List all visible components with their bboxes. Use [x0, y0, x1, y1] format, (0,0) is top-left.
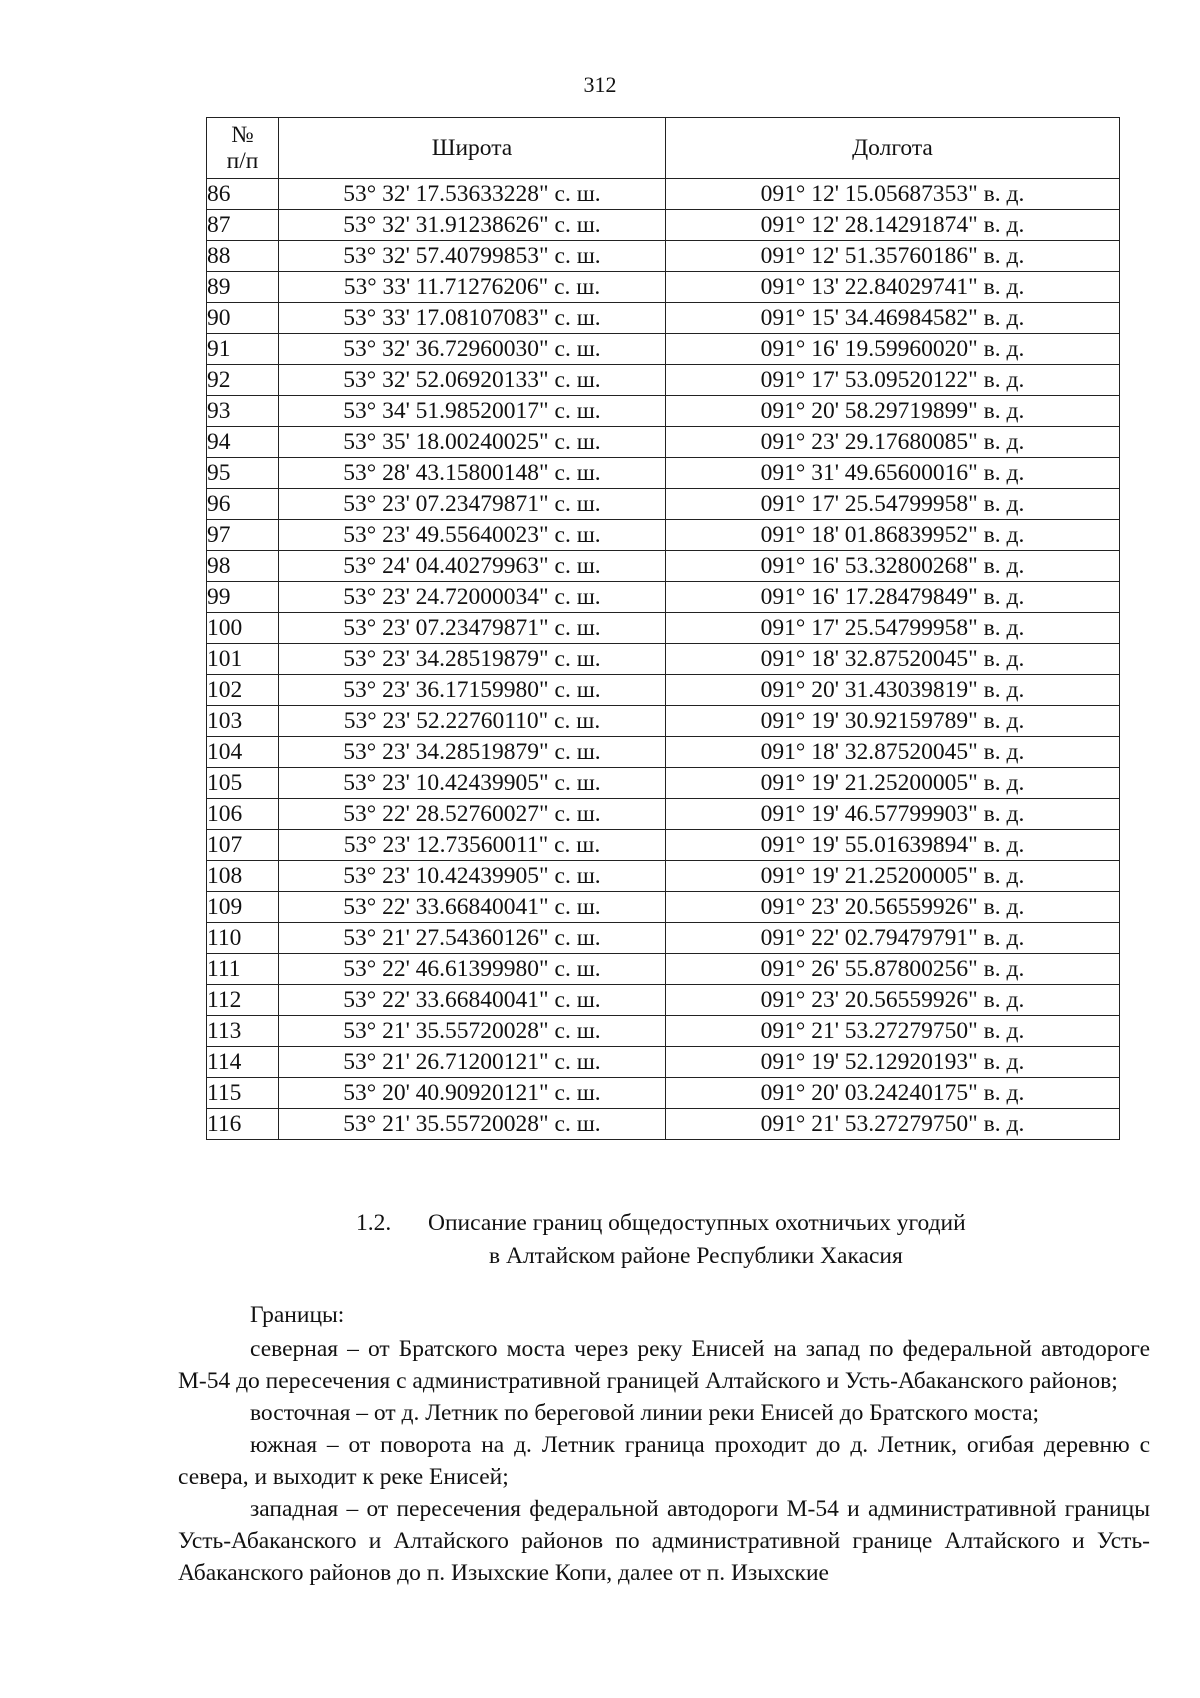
row-longitude: 091° 19' 30.92159789" в. д. — [666, 706, 1120, 737]
row-number: 90 — [207, 303, 279, 334]
row-longitude: 091° 20' 58.29719899" в. д. — [666, 396, 1120, 427]
row-number: 88 — [207, 241, 279, 272]
border-east: восточная – от д. Летник по береговой линии реки Енисей до Братского моста; — [250, 1400, 1040, 1426]
table-row — [207, 272, 1120, 303]
row-latitude: 53° 21' 26.71200121" с. ш. — [279, 1047, 666, 1078]
row-number: 89 — [207, 272, 279, 303]
row-number: 107 — [207, 830, 279, 861]
row-latitude: 53° 23' 07.23479871" с. ш. — [279, 489, 666, 520]
section-title-line2: в Алтайском районе Республики Хакасия — [489, 1243, 903, 1269]
row-latitude: 53° 32' 31.91238626" с. ш. — [279, 210, 666, 241]
row-longitude: 091° 19' 21.25200005" в. д. — [666, 768, 1120, 799]
table-row — [207, 551, 1120, 582]
table-row — [207, 613, 1120, 644]
row-latitude: 53° 23' 36.17159980" с. ш. — [279, 675, 666, 706]
border-south: южная – от поворота на д. Летник граница проходит до д. Летник, огибая деревню с севера, и выходит к реке Енисей; — [178, 1432, 1150, 1490]
row-latitude: 53° 23' 24.72000034" с. ш. — [279, 582, 666, 613]
header-latitude: Широта — [279, 118, 666, 179]
row-number: 104 — [207, 737, 279, 768]
table-row — [207, 737, 1120, 768]
table-row — [207, 1047, 1120, 1078]
table-row — [207, 892, 1120, 923]
header-number — [207, 118, 279, 179]
table-row — [207, 427, 1120, 458]
table-row — [207, 458, 1120, 489]
row-number: 109 — [207, 892, 279, 923]
row-latitude: 53° 23' 10.42439905" с. ш. — [279, 861, 666, 892]
row-number: 100 — [207, 613, 279, 644]
border-north: северная – от Братского моста через реку Енисей на запад по федеральной автодороге М-54 до пересечения с административной границей Алтайского и Усть-Абаканского районов; — [178, 1336, 1150, 1394]
table-row — [207, 706, 1120, 737]
table-row — [207, 830, 1120, 861]
row-longitude: 091° 22' 02.79479791" в. д. — [666, 923, 1120, 954]
row-longitude: 091° 16' 53.32800268" в. д. — [666, 551, 1120, 582]
row-longitude: 091° 12' 15.05687353" в. д. — [666, 179, 1120, 210]
row-longitude: 091° 20' 31.43039819" в. д. — [666, 675, 1120, 706]
table-row — [207, 210, 1120, 241]
row-number: 115 — [207, 1078, 279, 1109]
row-number: 92 — [207, 365, 279, 396]
row-latitude: 53° 23' 34.28519879" с. ш. — [279, 644, 666, 675]
header-longitude: Долгота — [666, 118, 1120, 179]
table-row — [207, 334, 1120, 365]
row-latitude: 53° 23' 07.23479871" с. ш. — [279, 613, 666, 644]
row-latitude: 53° 28' 43.15800148" с. ш. — [279, 458, 666, 489]
row-longitude: 091° 12' 28.14291874" в. д. — [666, 210, 1120, 241]
row-number: 111 — [207, 954, 279, 985]
row-latitude: 53° 23' 12.73560011" с. ш. — [279, 830, 666, 861]
table-row — [207, 644, 1120, 675]
table-row — [207, 985, 1120, 1016]
row-number: 106 — [207, 799, 279, 830]
row-latitude: 53° 21' 27.54360126" с. ш. — [279, 923, 666, 954]
row-latitude: 53° 22' 33.66840041" с. ш. — [279, 985, 666, 1016]
row-latitude: 53° 34' 51.98520017" с. ш. — [279, 396, 666, 427]
row-number: 110 — [207, 923, 279, 954]
table-row — [207, 923, 1120, 954]
row-longitude: 091° 17' 53.09520122" в. д. — [666, 365, 1120, 396]
row-number: 112 — [207, 985, 279, 1016]
row-longitude: 091° 23' 29.17680085" в. д. — [666, 427, 1120, 458]
row-latitude: 53° 21' 35.55720028" с. ш. — [279, 1109, 666, 1140]
row-longitude: 091° 19' 52.12920193" в. д. — [666, 1047, 1120, 1078]
row-longitude: 091° 17' 25.54799958" в. д. — [666, 489, 1120, 520]
row-longitude: 091° 21' 53.27279750" в. д. — [666, 1109, 1120, 1140]
row-longitude: 091° 20' 03.24240175" в. д. — [666, 1078, 1120, 1109]
header-number-symbol: № — [231, 122, 254, 148]
row-number: 102 — [207, 675, 279, 706]
table-row — [207, 1078, 1120, 1109]
row-latitude: 53° 23' 49.55640023" с. ш. — [279, 520, 666, 551]
row-latitude: 53° 33' 17.08107083" с. ш. — [279, 303, 666, 334]
row-number: 113 — [207, 1016, 279, 1047]
row-latitude: 53° 20' 40.90920121" с. ш. — [279, 1078, 666, 1109]
row-latitude: 53° 23' 52.22760110" с. ш. — [279, 706, 666, 737]
row-longitude: 091° 19' 21.25200005" в. д. — [666, 861, 1120, 892]
section-heading-line1 — [356, 1207, 966, 1240]
coordinates-table — [206, 117, 1120, 1140]
table-row — [207, 1016, 1120, 1047]
header-number-abbrev: п/п — [226, 148, 259, 174]
row-longitude: 091° 23' 20.56559926" в. д. — [666, 985, 1120, 1016]
table-row — [207, 675, 1120, 706]
section-number: 1.2. — [356, 1210, 392, 1236]
row-latitude: 53° 32' 17.53633228" с. ш. — [279, 179, 666, 210]
table-row — [207, 365, 1120, 396]
row-longitude: 091° 31' 49.65600016" в. д. — [666, 458, 1120, 489]
table-row — [207, 768, 1120, 799]
row-number: 103 — [207, 706, 279, 737]
table-row — [207, 799, 1120, 830]
table-row — [207, 954, 1120, 985]
row-longitude: 091° 19' 55.01639894" в. д. — [666, 830, 1120, 861]
row-longitude: 091° 19' 46.57799903" в. д. — [666, 799, 1120, 830]
row-number: 86 — [207, 179, 279, 210]
row-number: 87 — [207, 210, 279, 241]
row-number: 114 — [207, 1047, 279, 1078]
row-longitude: 091° 23' 20.56559926" в. д. — [666, 892, 1120, 923]
table-body — [207, 179, 1120, 1140]
row-longitude: 091° 18' 32.87520045" в. д. — [666, 644, 1120, 675]
table-row — [207, 241, 1120, 272]
row-number: 93 — [207, 396, 279, 427]
row-number: 97 — [207, 520, 279, 551]
borders-label: Границы: — [250, 1302, 345, 1328]
row-latitude: 53° 32' 57.40799853" с. ш. — [279, 241, 666, 272]
row-longitude: 091° 26' 55.87800256" в. д. — [666, 954, 1120, 985]
row-latitude: 53° 33' 11.71276206" с. ш. — [279, 272, 666, 303]
row-latitude: 53° 24' 04.40279963" с. ш. — [279, 551, 666, 582]
table-row — [207, 520, 1120, 551]
row-longitude: 091° 17' 25.54799958" в. д. — [666, 613, 1120, 644]
row-longitude: 091° 18' 01.86839952" в. д. — [666, 520, 1120, 551]
row-longitude: 091° 13' 22.84029741" в. д. — [666, 272, 1120, 303]
row-number: 108 — [207, 861, 279, 892]
table-row — [207, 861, 1120, 892]
table-row — [207, 582, 1120, 613]
row-number: 94 — [207, 427, 279, 458]
row-latitude: 53° 32' 52.06920133" с. ш. — [279, 365, 666, 396]
table-row — [207, 303, 1120, 334]
row-number: 98 — [207, 551, 279, 582]
row-number: 95 — [207, 458, 279, 489]
row-longitude: 091° 15' 34.46984582" в. д. — [666, 303, 1120, 334]
row-latitude: 53° 32' 36.72960030" с. ш. — [279, 334, 666, 365]
row-number: 91 — [207, 334, 279, 365]
row-latitude: 53° 23' 34.28519879" с. ш. — [279, 737, 666, 768]
table-header-row — [207, 118, 1120, 179]
row-latitude: 53° 23' 10.42439905" с. ш. — [279, 768, 666, 799]
row-latitude: 53° 35' 18.00240025" с. ш. — [279, 427, 666, 458]
row-number: 116 — [207, 1109, 279, 1140]
row-longitude: 091° 18' 32.87520045" в. д. — [666, 737, 1120, 768]
table-row — [207, 489, 1120, 520]
row-latitude: 53° 21' 35.55720028" с. ш. — [279, 1016, 666, 1047]
row-longitude: 091° 12' 51.35760186" в. д. — [666, 241, 1120, 272]
row-latitude: 53° 22' 28.52760027" с. ш. — [279, 799, 666, 830]
section-title-line1: Описание границ общедоступных охотничьих угодий — [428, 1210, 966, 1236]
row-longitude: 091° 16' 17.28479849" в. д. — [666, 582, 1120, 613]
row-longitude: 091° 21' 53.27279750" в. д. — [666, 1016, 1120, 1047]
row-number: 99 — [207, 582, 279, 613]
row-number: 96 — [207, 489, 279, 520]
row-latitude: 53° 22' 33.66840041" с. ш. — [279, 892, 666, 923]
page-number: 312 — [583, 72, 617, 97]
table-row — [207, 179, 1120, 210]
row-number: 105 — [207, 768, 279, 799]
table-row — [207, 1109, 1120, 1140]
borders-description — [178, 1299, 1150, 1589]
border-west: западная – от пересечения федеральной автодороги М-54 и административной границы Усть-Абаканского и Алтайского районов по административной границе Алтайского и Усть-Абаканского районов до п. Изыхские Копи, далее от п. Изыхские — [178, 1496, 1150, 1586]
row-longitude: 091° 16' 19.59960020" в. д. — [666, 334, 1120, 365]
row-number: 101 — [207, 644, 279, 675]
table-row — [207, 396, 1120, 427]
row-latitude: 53° 22' 46.61399980" с. ш. — [279, 954, 666, 985]
